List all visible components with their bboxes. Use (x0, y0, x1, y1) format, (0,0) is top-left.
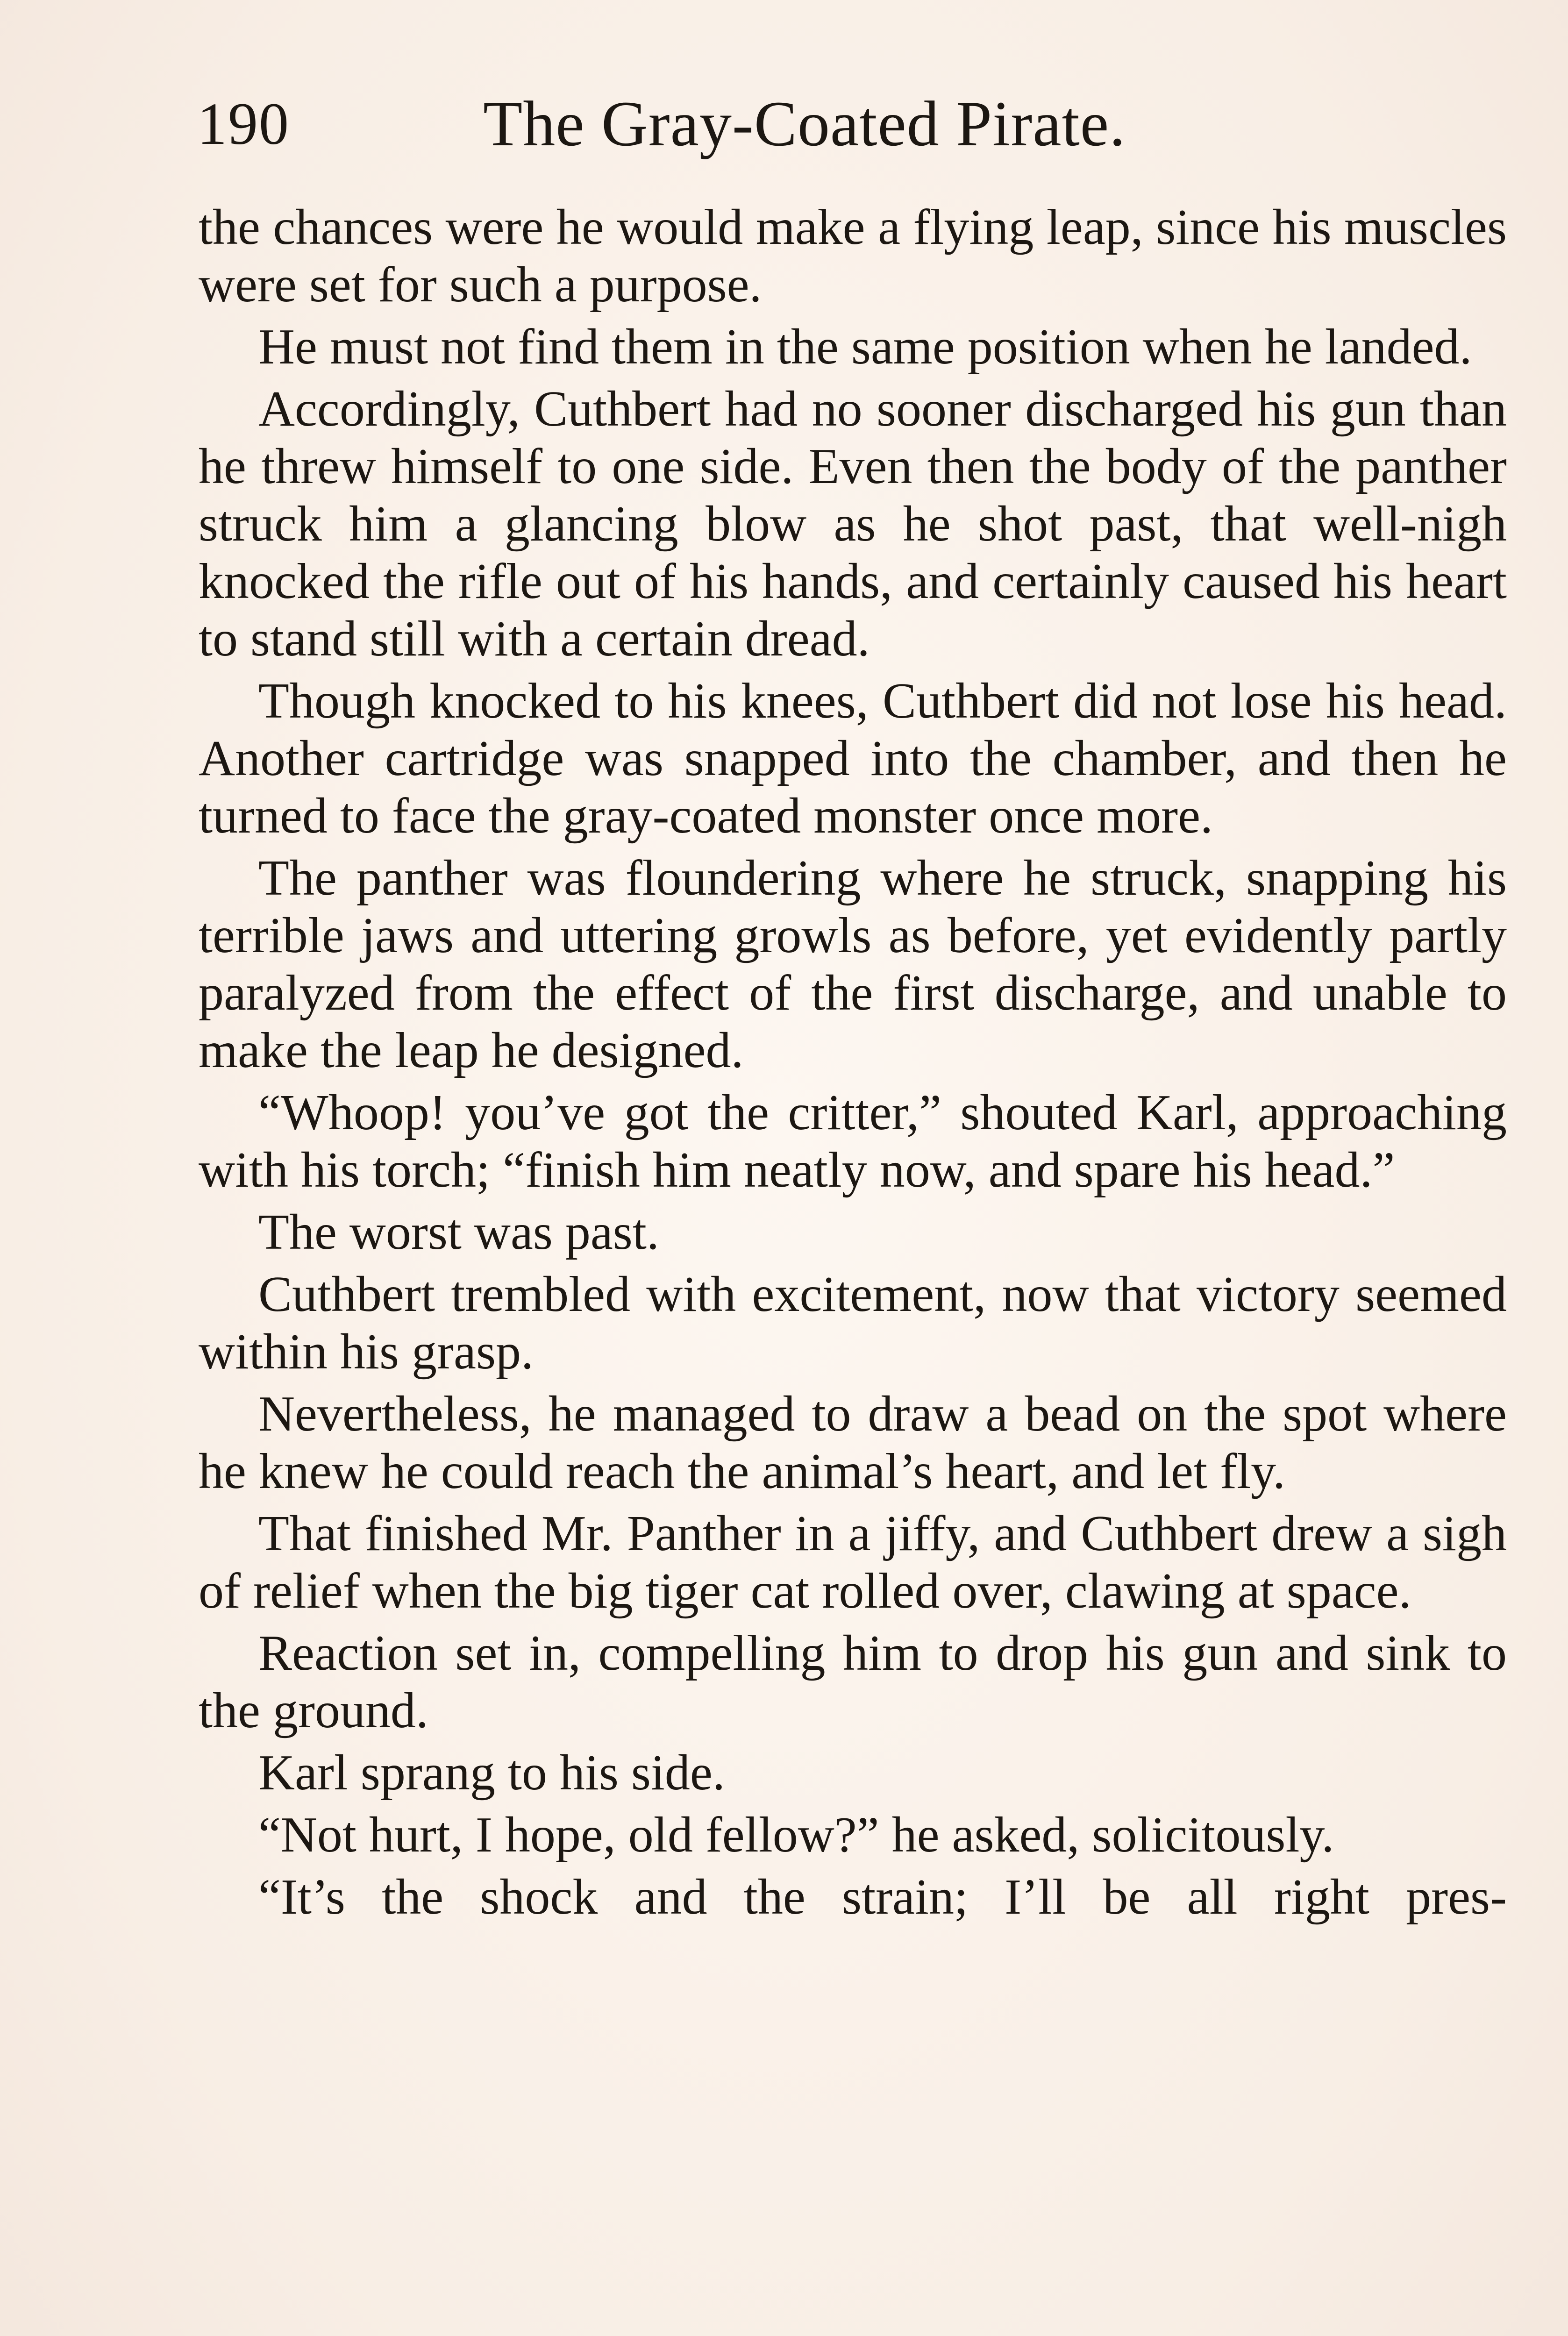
paragraph: Nevertheless, he managed to draw a bead on the spot where he knew he could reach the animal’s heart, and let fly. (199, 1386, 1507, 1499)
paragraph: “Whoop! you’ve got the critter,” shouted Karl, approaching with his torch; “finish him neatly now, and spare his head.” (199, 1085, 1507, 1198)
paragraph: The panther was floundering where he struck, snapping his terrible jaws and uttering growls as before, yet evidently partly paralyzed from the effect of the first discharge, and unable to make the leap he designed. (199, 850, 1507, 1078)
paragraph: “It’s the shock and the strain; I’ll be all right pres- (258, 1869, 1507, 1925)
paragraph: He must not find them in the same position when he landed. (258, 319, 1472, 375)
paragraph: the chances were he would make a flying leap, since his muscles were set for such a purpose. (199, 199, 1507, 313)
paragraph: Though knocked to his knees, Cuthbert did not lose his head. Another cartridge was snapped into the chamber, and then he turned to face the gray-coated monster once more. (199, 673, 1507, 844)
paragraph: That finished Mr. Panther in a jiffy, and Cuthbert drew a sigh of relief when the big tiger cat rolled over, clawing at space. (199, 1506, 1507, 1619)
paragraph: “Not hurt, I hope, old fellow?” he asked, solicitously. (258, 1807, 1334, 1863)
body-text (199, 199, 1507, 1930)
paragraph: Reaction set in, compelling him to drop his gun and sink to the ground. (199, 1625, 1507, 1738)
paragraph: Accordingly, Cuthbert had no sooner discharged his gun than he threw himself to one side. Even then the body of the panther struck him a glancing blow as he shot past, that well-nigh knocked the rifle out of his hands, and certainly caused his heart to stand still with a certain dread. (199, 381, 1507, 667)
paragraph: Karl sprang to his side. (258, 1745, 725, 1801)
page-number: 190 (197, 91, 290, 157)
paragraph: Cuthbert trembled with excitement, now that victory seemed within his grasp. (199, 1267, 1507, 1380)
running-title: The Gray-Coated Pirate. (483, 88, 1126, 159)
page-header (197, 84, 1505, 164)
paragraph: The worst was past. (258, 1204, 659, 1260)
